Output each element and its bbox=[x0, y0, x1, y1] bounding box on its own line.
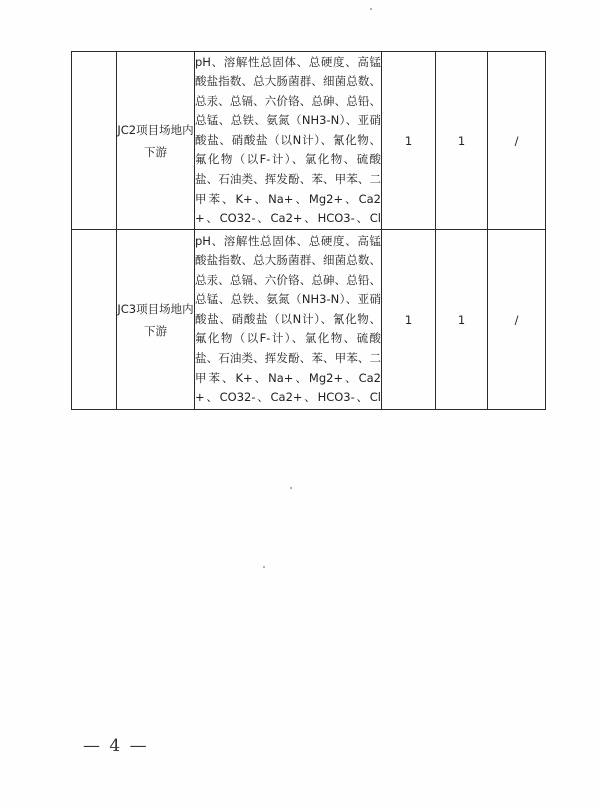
value-cell-a: 1 bbox=[382, 52, 436, 230]
empty-cell bbox=[72, 230, 117, 410]
value-cell-b: 1 bbox=[436, 230, 488, 410]
location-cell bbox=[117, 52, 195, 230]
parameters-text: pH、溶解性总固体、总硬度、高锰酸盐指数、总大肠菌群、细菌总数、总汞、总镉、六价铬、总砷、总铅、总锰、总铁、氨氮（NH3-N）、亚硝酸盐、硝酸盐（以N计）、氰化物、氟化物（以F-计）、氯化物、硫酸盐、石油类、挥发酚、苯、甲苯、二甲苯、K+、Na+、Mg2+、Ca2+、CO32-、Ca2+、HCO3-、Cl bbox=[195, 54, 381, 226]
scan-speck bbox=[263, 566, 265, 568]
scan-speck bbox=[290, 487, 292, 489]
parameters-text: pH、溶解性总固体、总硬度、高锰酸盐指数、总大肠菌群、细菌总数、总汞、总镉、六价铬、总砷、总铅、总锰、总铁、氨氮（NH3-N）、亚硝酸盐、硝酸盐（以N计）、氰化物、氟化物（以F-计）、氯化物、硫酸盐、石油类、挥发酚、苯、甲苯、二甲苯、K+、Na+、Mg2+、Ca2+、CO32-、Ca2+、HCO3-、Cl bbox=[195, 233, 381, 405]
value-cell-b: 1 bbox=[436, 52, 488, 230]
value-cell-c: / bbox=[488, 230, 546, 410]
parameters-cell bbox=[195, 52, 382, 230]
location-text: JC2项目场地内下游 bbox=[117, 122, 194, 159]
scan-speck bbox=[370, 8, 372, 10]
page-number: — 4 — bbox=[83, 736, 149, 756]
location-text: JC3项目场地内下游 bbox=[117, 301, 194, 338]
parameters-cell bbox=[195, 230, 382, 410]
empty-cell bbox=[72, 52, 117, 230]
value-cell-a: 1 bbox=[382, 230, 436, 410]
table-row bbox=[72, 230, 546, 410]
table-row bbox=[72, 52, 546, 230]
monitoring-table bbox=[71, 51, 546, 410]
location-cell bbox=[117, 230, 195, 410]
value-cell-c: / bbox=[488, 52, 546, 230]
